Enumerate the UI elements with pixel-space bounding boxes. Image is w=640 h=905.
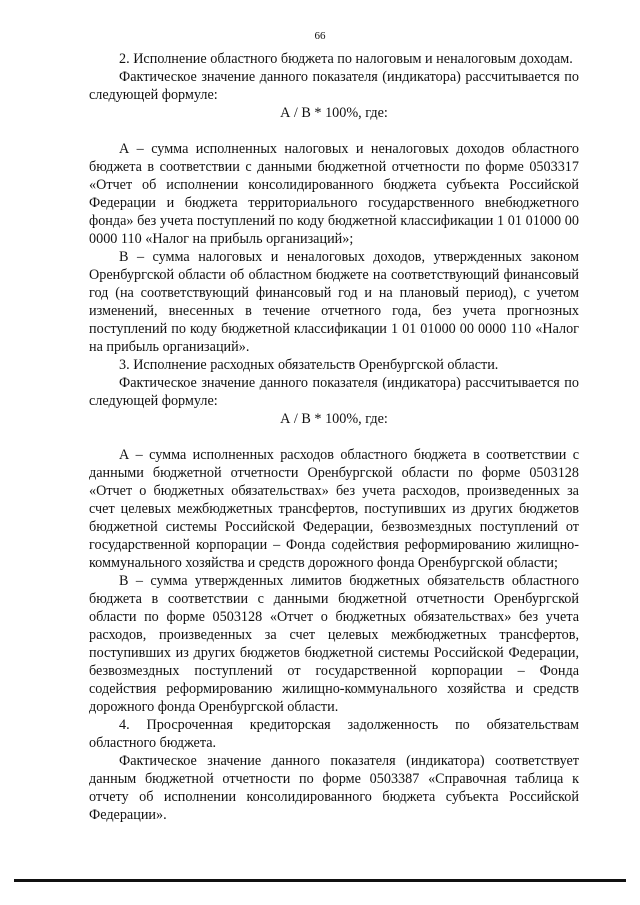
definition-b: В – сумма утвержденных лимитов бюджетных обязательств областного бюджета в соответствии с данными бюджетной отчетности Оренбургской области по форме 0503128 «Отчет о бюджетных обязательствах» без учета расходов, произведенных за счет целевых межбюджетных трансфертов, поступивших из других бюджетов бюджетной системы Российской Федерации, безвозмездных поступлений от государственной корпорации – Фонда содействия реформированию жилищно-коммунального хозяйства и средств дорожного фонда Оренбургской области. [89, 573, 579, 715]
section-heading-4: 4. Просроченная кредиторская задолженность по обязательствам областного бюджета. [89, 717, 579, 751]
section-heading-2: 2. Исполнение областного бюджета по налоговым и неналоговым доходам. [119, 51, 573, 67]
section-heading-3: 3. Исполнение расходных обязательств Оренбургской области. [119, 357, 499, 373]
bottom-rule [14, 879, 626, 882]
definition-b: В – сумма налоговых и неналоговых доходов, утвержденных законом Оренбургской области об областном бюджете на соответствующий финансовый год (на соответствующий финансовый год и на плановый период), с учетом изменений, внесенных в течение отчетного года, без учета прогнозных поступлений по коду бюджетной классификации 1 01 01000 00 0000 110 «Налог на прибыль организаций». [89, 249, 579, 355]
formula: А / В * 100%, где: [280, 411, 388, 427]
document-body [89, 50, 579, 824]
formula: А / В * 100%, где: [280, 105, 388, 121]
indicator-description: Фактическое значение данного показателя (индикатора) соответствует данным бюджетной отчетности по форме 0503387 «Справочная таблица к отчету об исполнении консолидированного бюджета субъекта Российской Федерации». [89, 753, 579, 823]
formula-intro: Фактическое значение данного показателя (индикатора) рассчитывается по следующей формуле: [89, 375, 579, 409]
definition-a: А – сумма исполненных расходов областного бюджета в соответствии с данными бюджетной отчетности Оренбургской области по форме 0503128 «Отчет о бюджетных обязательствах» без учета расходов, произведенных за счет целевых межбюджетных трансфертов, поступивших из других бюджетов бюджетной системы Российской Федерации, безвозмездных поступлений от государственной корпорации – Фонда содействия реформированию жилищно-коммунального хозяйства и средств дорожного фонда Оренбургской области; [89, 447, 579, 571]
definition-a: А – сумма исполненных налоговых и неналоговых доходов областного бюджета в соответствии с данными бюджетной отчетности по форме 0503317 «Отчет об исполнении консолидированного бюджета субъекта Российской Федерации и бюджета территориального государственного внебюджетного фонда» без учета поступлений по коду бюджетной классификации 1 01 01000 00 0000 110 «Налог на прибыль организаций»; [89, 141, 579, 247]
formula-intro: Фактическое значение данного показателя (индикатора) рассчитывается по следующей формуле: [89, 69, 579, 103]
page-number: 66 [314, 30, 326, 42]
